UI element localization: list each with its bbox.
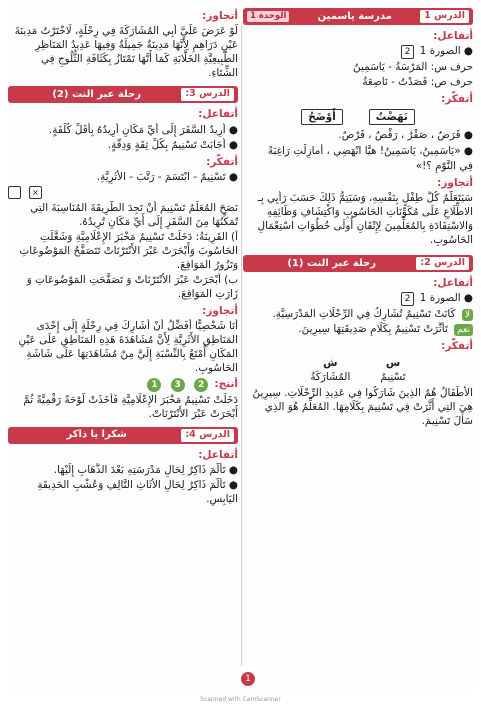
grid-word-2: المُشَارَكَةُ xyxy=(310,370,351,383)
order-circle-1: 1 xyxy=(147,378,161,392)
left-paragraph-4: ب) أَبْحَرَتْ عَبْرَ الأَنْتَرْنَاتْ وَ تَصَفَّحَتِ المَوْضُوعَاتِ وَ زَارَتِ المَوَاقِعَ. xyxy=(26,274,238,301)
left-bullet-3-text: تَأَلَّمَ ذَاكِرٌ لِحَالِ مَدْرَسَتِهِ بَعْدَ الذَّهَابِ إِلَيْهَا. xyxy=(53,463,226,476)
image-number-box-2: 2 xyxy=(401,292,415,306)
lesson-2-banner xyxy=(243,255,473,272)
lesson-4-number: الدرس 4: xyxy=(181,429,234,442)
word-box-2: أَوْضَحُ xyxy=(301,109,343,125)
section-atafakkar-2: أتفكّر: xyxy=(441,340,473,353)
grid-col-1 xyxy=(380,356,405,384)
order-circle-2: 2 xyxy=(194,378,208,392)
grid-header-2: ش xyxy=(323,356,338,369)
lesson-2-title: رحلة عبر النت (1) xyxy=(287,257,376,269)
left-paragraph-3: أ) القَرِينَةُ: دَخَلَتْ تَسْنِيمُ مَخْبَرَ الإِعْلَامِيَّةِ وَشَغَّلَتِ الحَاسُوبَ وَأَبْحَرَتْ عَبْرَ الأَنْتَرْنَاتْ تَتَصَفَّحُ المَوْضُوعَاتِ وَتَزُورُ المَوَاقِعَ. xyxy=(19,230,238,272)
quote-line-2: فِي النَّوْمِ ؟!» xyxy=(415,159,473,172)
paragraph-2: الأَطْفَالُ هُمُ الذِينَ شَارَكُوا فِي عَدِيدِ الرِّحْلَاتِ. سِيرِينُ هِيَ التِي أَثَّرَتْ فِي تَسْنِيمَ بِكَلَامِهَا. المُعَلِّمُ هُوَ الذِي سَأَلَ تَسْنِيمَ. xyxy=(252,386,473,427)
image-line: ● الصورة 1 2 xyxy=(243,44,473,59)
right-column xyxy=(243,6,473,678)
worksheet-page xyxy=(8,6,473,694)
left-words-text: تَسْنِيمُ - ابْتَسَمَ - رَتَّبَ - الأَثَرِيَّةِ. xyxy=(96,170,226,183)
question-line-1 xyxy=(243,307,473,321)
left-bullet-1: ● أُرِيدُ السَّفَرَ إِلَى أَيِّ مَكَانٍ أُرِيدُهُ بِأَقَلِّ كُلْفَةٍ. xyxy=(49,123,238,136)
quote-line-1: ● «يَاسَمِينُ، يَاسَمِينُ! هيَّا انْهَضِي ، أَمازِلْتِ رَاغِبَةً xyxy=(267,144,473,157)
section-tafaal-left: أتفاعل: xyxy=(198,108,238,121)
page-number: 1 xyxy=(241,672,255,686)
lesson-1-number: الدرس 1 xyxy=(420,10,469,23)
lesson-2-number: الدرس 2: xyxy=(416,257,469,270)
section-atajawaz-left: أتجاوز: xyxy=(202,10,238,22)
order-circle-3: 3 xyxy=(171,378,185,392)
question-text-2: تَأَثَّرَتْ تَسْنِيمُ بِكَلَامِ صَدِيقَتِهَا سِيرِينَ. xyxy=(298,323,448,336)
image-label-2: الصورة 1 xyxy=(419,292,461,305)
section-tafaal: أتفاعل: xyxy=(433,30,473,42)
quote-text-1: «يَاسَمِينُ، يَاسَمِينُ! هيَّا انْهَضِي ، أَمازِلْتِ رَاغِبَةً xyxy=(267,144,461,157)
question-line-2 xyxy=(243,322,473,336)
lesson-4-banner xyxy=(8,427,238,444)
left-bullet-2-text: أَجَابَتْ تَسْنِيمُ بِكُلِّ ثِقَةٍ وَدِقَّةٍ. xyxy=(107,138,226,151)
section-atafakkar-left: أتفكّر: xyxy=(206,155,238,168)
unit-tag: الوحدة 1 xyxy=(247,11,289,22)
left-paragraph-5: أَنَا شَخْصِيًّا أُفَضِّلُ أَنْ أُشَارِكَ فِي رِحْلَةٍ إِلَى إِحْدَى المَنَاطِقِ الأَثَرِيَّةِ لِأَنَّ مُشَاهَدَةَ هَذِهِ المَنَاطِقِ عَلَى عَيْنِ المَكَانِ أَمْتَعُ بِالنِّسْبَةِ إِلَيَّ مِنْ مُشَاهَدَتِهَا عَلَى شَاشَةِ الحَاسُوبِ. xyxy=(18,320,238,375)
check-box-1: × xyxy=(29,186,42,199)
yes-badge: نعم xyxy=(454,324,473,336)
section-anteej: أنتج: xyxy=(214,377,238,390)
column-divider xyxy=(241,26,242,666)
section-atafakkar: أتفكّر: xyxy=(441,93,473,106)
grid-col-2 xyxy=(310,356,350,384)
lesson-4-title: شكرا يا ذاكر xyxy=(66,429,127,441)
left-bullet-2: ● أَجَابَتْ تَسْنِيمُ بِكُلِّ ثِقَةٍ وَدِقَّةٍ. xyxy=(107,138,238,151)
lesson-3-number: الدرس 3: xyxy=(181,88,234,101)
left-column xyxy=(8,6,238,678)
section-tafaal-left-2: أتفاعل: xyxy=(198,448,238,461)
lesson-3-banner xyxy=(8,86,238,103)
lesson-3-title: رحلة عبر النت (2) xyxy=(52,89,141,101)
left-bullet-4-text: تَأَلَّمَ ذَاكِرٌ لِحَالِ الأَثَاثِ التَّالِفِ وَعُشْبِ الحَدِيقَةِ اليَابِسِ. xyxy=(37,478,238,505)
grid-word-1: تَسْنِيمُ xyxy=(380,370,406,383)
image-line-2: ● الصورة 1 2 xyxy=(243,291,473,306)
lesson-1-title: مدرسة ياسمين xyxy=(317,10,392,22)
left-paragraph-2: نَصَحَ المُعَلِّمُ تَسْنِيمَ أَنْ تَجِدَ الطَّرِيقَةَ المُنَاسِبَةَ التِي تُمَكِّنُهَا مِنَ السَّفَرِ إِلَى أَيِّ مَكَانٍ تُرِيدُهُ. xyxy=(30,201,238,228)
image-number-box: 2 xyxy=(401,45,415,59)
question-text-1: كَانَتْ تَسْنِيمُ تُشَارِكُ فِي الرِّحْلَاتِ المَدْرَسِيَّةِ. xyxy=(272,308,456,321)
image-label: الصورة 1 xyxy=(419,45,461,58)
grid-header-1: س xyxy=(385,356,401,369)
no-badge: لا xyxy=(462,309,473,321)
word-boxes xyxy=(243,109,473,125)
paragraph-1: سَيَتَعَلَّمُ كُلُّ طِفْلٍ بِنَفْسِهِ، وَسَيَتِمُّ ذَلِكَ حَسَبَ رَأْيِي بِـ الاطِّلَاعِ عَلَى مُكَوِّنَاتِ الحَاسُوبِ وَاكْتِشَافِ وَظَائِفِهِ وَالاسْتِفَادَةِ بِالمُعَلِّمِينَ لِإِتْقَانِ أُولَى خُطُوَاتِ اسْتِعْمَالِ الحَاسُوبِ. xyxy=(257,191,473,246)
words-line: ● قَرَضٌ ، صَقْرٌ ، رَقْصٌ ، قَرْصٌ. xyxy=(338,129,473,142)
left-words-line: ● تَسْنِيمُ - ابْتَسَمَ - رَتَّبَ - الأَثَرِيَّةِ. xyxy=(96,170,238,183)
letter-grid xyxy=(243,356,473,384)
left-paragraph-6: دَخَلَتْ تَسْنِيمُ مَخْبَرَ الإِعْلَامِيَّةِ فَأَخَذَتْ لَوْحَةً رَقْمِيَّةً ثُمَّ أَبْحَرَتْ عَبْرَ الأَنْتَرْنَاتْ. xyxy=(23,393,238,420)
letters-line-2: حرف ص: قَصَدْتُ - نَاصِعَةُ xyxy=(362,76,473,89)
left-paragraph-1: لَوْ عَرَضَ عَلَيَّ أَبِي المُشَارَكَةَ فِي رِحْلَةٍ، لَاخْتَرْتُ مَدِينَةَ عَيْنِ دَرَاهِمِ لِأَنَّهَا مَدِينَةٌ جَمِيلَةٌ وَفِيهَا عَدِيدُ المَنَاظِرِ الطَّبِيعِيَّةِ الخَلَّابَةِ كَمَا أَنَّهَا تَمْتَازُ بِكَثَافَةِ الثُّلُوجِ فِي الشِّتَاءِ. xyxy=(14,25,238,80)
section-atajawaz: أتجاوز: xyxy=(437,176,473,189)
left-bullet-4: ● تَأَلَّمَ ذَاكِرٌ لِحَالِ الأَثَاثِ التَّالِفِ وَعُشْبِ الحَدِيقَةِ اليَابِسِ. xyxy=(37,478,238,505)
left-bullet-3: ● تَأَلَّمَ ذَاكِرٌ لِحَالِ مَدْرَسَتِهِ بَعْدَ الذَّهَابِ إِلَيْهَا. xyxy=(53,463,238,476)
left-bullet-1-text: أُرِيدُ السَّفَرَ إِلَى أَيِّ مَكَانٍ أُرِيدُهُ بِأَقَلِّ كُلْفَةٍ. xyxy=(49,123,226,136)
words-text: قَرَضٌ ، صَقْرٌ ، رَقْصٌ ، قَرْصٌ. xyxy=(338,129,461,142)
check-box-2 xyxy=(8,186,21,199)
section-tafaal-2: أتفاعل: xyxy=(433,276,473,289)
word-box-1: نَهَضْتُ xyxy=(369,109,415,125)
anteej-line xyxy=(8,377,238,392)
section-atajawaz-left-2: أتجاوز: xyxy=(202,305,238,318)
scanner-footer: Scanned with CamScanner xyxy=(200,695,281,703)
lesson-1-banner xyxy=(243,8,473,25)
check-boxes xyxy=(8,186,238,199)
letters-line-1: حرف س: المَرْسَةُ - يَاسَمِينُ xyxy=(353,61,473,74)
